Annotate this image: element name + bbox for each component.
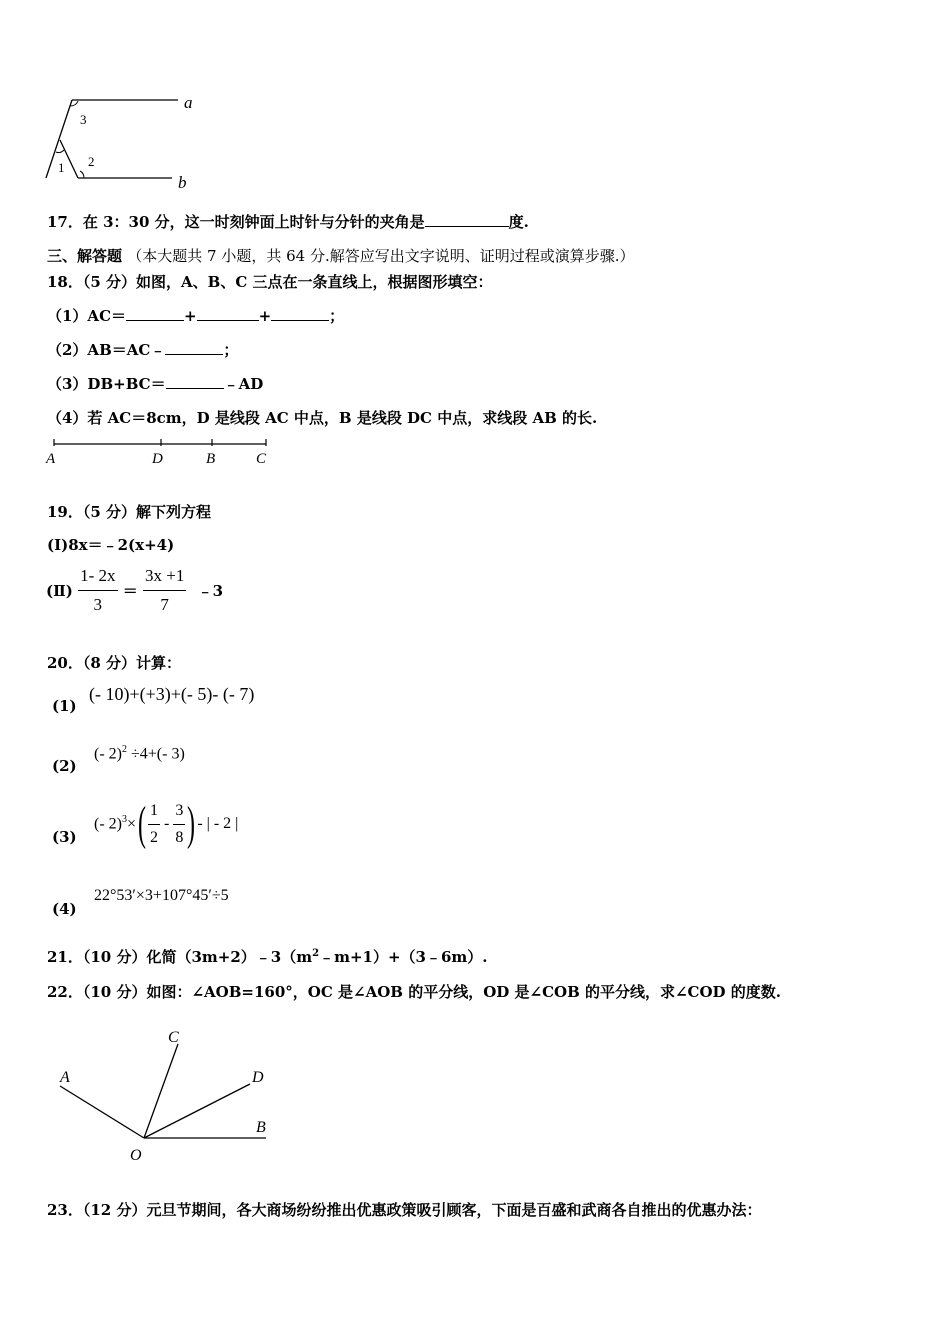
- q20-p2-label: (2): [52, 757, 77, 775]
- q18-part3: [47, 373, 263, 394]
- q20-p2-rest: ÷4+(- 3): [126, 745, 185, 763]
- point-d: D: [252, 1069, 264, 1086]
- question-23: 23．（12 分）元旦节期间，各大商场纷纷推出优惠政策吸引顾客，下面是百盛和武商各自推出的优惠办法：: [47, 1201, 762, 1219]
- q18-part4: （4）若 AC＝8cm，D 是线段 AC 中点，B 是线段 DC 中点，求线段 AB 的长.: [47, 409, 598, 427]
- q18-stem: 18．（5 分）如图，A、B、C 三点在一条直线上，根据图形填空：: [47, 273, 493, 291]
- left-paren: (: [138, 797, 147, 850]
- q21-tail: ﹣m+1）+（3﹣6m）.: [319, 948, 488, 966]
- q18-p3-blank: [166, 374, 224, 389]
- q19-equals: ＝: [122, 582, 138, 600]
- q19-frac1-num: 1- 2x: [78, 566, 117, 591]
- q19-frac2-den: 7: [160, 595, 169, 614]
- q20-p3-base: (- 2): [94, 815, 122, 833]
- q21-text: 21．（10 分）化简（3m+2）﹣3（m: [47, 948, 313, 966]
- point-o: O: [130, 1147, 142, 1164]
- q19-stem: 19．（5 分）解下列方程: [47, 503, 212, 521]
- q18-part2: [47, 339, 238, 360]
- label-b: b: [178, 173, 187, 192]
- q18-p2-end: ；: [223, 341, 239, 359]
- q20-p3-f1-num: 1: [148, 802, 160, 825]
- q17-tail: 度.: [508, 213, 529, 231]
- q18-p1-plus1: +: [184, 307, 197, 325]
- point-b: B: [256, 1119, 266, 1136]
- q20-p3-frac2: [173, 802, 185, 847]
- q18-p2-label: （2）AB＝AC﹣: [47, 341, 166, 359]
- q20-p3-exp: 3: [121, 814, 127, 826]
- q20-p3-f1-den: 2: [150, 828, 158, 846]
- q18-p3-label: （3）DB+BC＝: [47, 375, 166, 393]
- q20-p3-frac1: [148, 802, 160, 847]
- point-b-label: B: [206, 451, 216, 467]
- point-c-label: C: [256, 451, 267, 467]
- point-a: A: [60, 1069, 70, 1086]
- ray-oa: [60, 1086, 144, 1138]
- parallel-lines-figure: [40, 92, 240, 192]
- q19-fraction-1: [78, 566, 117, 615]
- angle-2: 2: [88, 154, 95, 169]
- q18-p3-end: ﹣AD: [223, 375, 264, 393]
- q20-p1-label: (1): [52, 697, 77, 715]
- ray-od: [144, 1084, 250, 1138]
- q20-p4-expression: 22°53′×3+107°45′÷5: [94, 887, 229, 904]
- q20-p1-expression: (- 10)+(+3)+(- 5)- (- 7): [89, 684, 255, 704]
- q20-p3-f2-den: 8: [175, 828, 184, 846]
- label-a: a: [184, 93, 193, 112]
- point-d-label: D: [152, 451, 163, 467]
- q20-p3-rest: - | - 2 |: [197, 815, 239, 832]
- q18-p1-blank3: [271, 306, 329, 321]
- q20-p3-label: (3): [52, 828, 77, 846]
- q19-part2: [46, 566, 223, 615]
- q21-sup: 2: [312, 948, 320, 959]
- question-17: [47, 211, 529, 232]
- q20-p4-label: (4): [52, 900, 77, 918]
- q20-p2-base: (- 2): [94, 745, 122, 763]
- angle-figure: [52, 1026, 292, 1176]
- q18-p2-blank: [165, 340, 223, 355]
- segment-figure: [46, 436, 286, 466]
- q20-p2-exp: 2: [121, 744, 127, 755]
- q19-part1: (Ⅰ)8x＝﹣2(x+4): [47, 536, 175, 554]
- q17-blank: [425, 212, 509, 227]
- q18-p1-label: （1）AC＝: [47, 307, 127, 325]
- q20-p3-times: ×: [126, 815, 137, 833]
- right-paren: ): [187, 797, 196, 850]
- q18-p1-blank1: [126, 306, 184, 321]
- angle-3: 3: [80, 112, 87, 127]
- section-3-header: [47, 245, 635, 266]
- q19-frac1-den: 3: [93, 595, 103, 614]
- q19-frac2-num: 3x +1: [143, 566, 186, 591]
- q19-fraction-2: [143, 566, 186, 615]
- q18-part1: [47, 305, 344, 326]
- q20-stem: 20．（8 分）计算：: [47, 654, 182, 672]
- q20-p3-f2-num: 3: [173, 802, 185, 825]
- section-note: （本大题共 7 小题，共 64 分.解答应写出文字说明、证明过程或演算步骤.）: [127, 247, 635, 265]
- q18-p1-end: ；: [329, 307, 345, 325]
- section-title: 三、解答题: [47, 247, 123, 265]
- q20-p3-power: [94, 814, 136, 833]
- point-c: C: [168, 1029, 179, 1046]
- q18-p1-plus2: +: [258, 307, 272, 325]
- q20-p2-expression: [94, 744, 185, 763]
- q18-p1-blank2: [197, 306, 259, 321]
- q20-p3-minus: -: [164, 815, 170, 832]
- angle-1: 1: [58, 160, 65, 175]
- q17-text: 17．在 3：30 分，这一时刻钟面上时针与分针的夹角是: [47, 213, 425, 231]
- point-a-label: A: [46, 451, 56, 467]
- question-21: [47, 946, 488, 967]
- question-22: 22．（10 分）如图：∠AOB=160°，OC 是∠AOB 的平分线，OD 是∠COB 的平分线，求∠COD 的度数.: [47, 983, 781, 1001]
- q19-p2-label: (Ⅱ): [46, 581, 73, 600]
- q20-p3-expression: [94, 797, 239, 850]
- q19-tail: ﹣3: [197, 582, 223, 600]
